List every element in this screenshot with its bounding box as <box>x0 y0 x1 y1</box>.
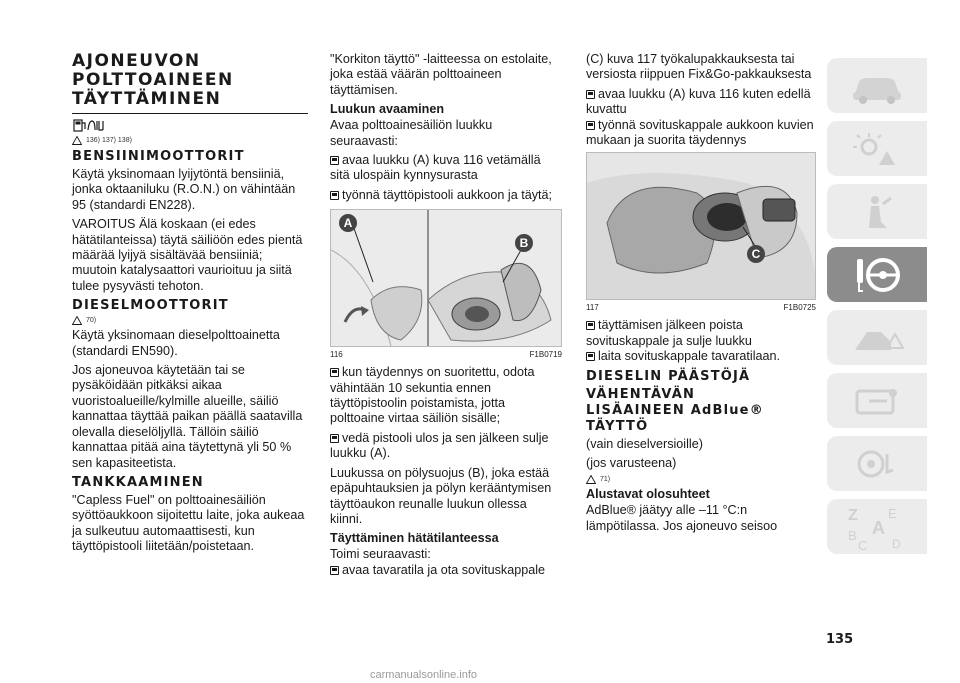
svg-text:D: D <box>892 536 901 551</box>
warning-refs <box>72 316 308 325</box>
airbag-icon <box>847 192 907 232</box>
steering-key-icon <box>847 253 907 297</box>
heading-emergency: Täyttäminen hätätilanteessa <box>330 531 499 546</box>
bullet-icon <box>330 434 339 443</box>
service-icon <box>847 381 907 421</box>
tab-warning-lights[interactable] <box>827 121 927 176</box>
heading-petrol: BENSIINIMOOTTORIT <box>72 149 245 164</box>
figure-117-caption <box>586 303 816 312</box>
heading-adblue-line-3: LISÄAINEEN AdBlue® <box>586 402 764 418</box>
paragraph: AdBlue® jäätyy alle –11 °C:n lämpötilassa. Jos ajoneuvo seisoo <box>586 503 778 533</box>
column-3 <box>586 52 816 538</box>
emergency-icon <box>847 318 907 358</box>
svg-text:A: A <box>872 517 885 538</box>
label-c: C <box>747 245 765 263</box>
figure-number: 117 <box>586 303 599 313</box>
pump-icon <box>72 118 308 134</box>
column-2 <box>330 52 562 582</box>
bullet-item: työnnä täyttöpistooli aukkoon ja täytä; <box>330 188 562 203</box>
warning-refs-text: 136) 137) 138) <box>86 137 132 144</box>
page-title-line-3: TÄYTTÄMINEN <box>72 89 222 109</box>
bullet-icon <box>586 321 595 330</box>
index-icon <box>842 502 912 552</box>
bullet-icon <box>586 121 595 130</box>
warning-triangle-icon <box>72 316 82 325</box>
bullet-item: avaa luukku (A) kuva 116 kuten edellä kuvattu <box>586 86 811 117</box>
chapter-sidebar <box>827 58 927 562</box>
figure-116-image <box>330 209 562 347</box>
bullet-icon <box>330 368 339 377</box>
figure-code: F1B0719 <box>529 350 562 360</box>
paragraph: Jos ajoneuvoa käytetään tai se pysäköidään pitkäksi aikaa vuoristoalueille/kylmille alueille, säiliö kannattaa täyttää paikan päällä saatavilla olevalla dieselöljyllä. Tällöin säiliö kannattaa pitää aina täytettynä yli 50 % sen kapasiteetista. <box>72 363 303 470</box>
warning-refs <box>72 136 308 145</box>
tab-emergency[interactable] <box>827 310 927 365</box>
label-a: A <box>339 214 357 232</box>
warning-refs-text: 71) <box>600 476 611 484</box>
bullet-icon <box>330 566 339 575</box>
bullet-icon <box>586 90 595 99</box>
bullet-item: kun täydennys on suoritettu, odota vähintään 10 sekuntia ennen täyttöpistoolin poistamista, jotta polttoaine virtaa säiliön sisälle; <box>330 365 535 426</box>
car-dashboard-icon <box>847 66 907 106</box>
paragraph: "Capless Fuel" on polttoainesäiliön syöttöaukkoon sijoitettu laite, joka aukeaa ja sulkeutuu automaattisesti, kun täyttöpistooli liitetään/poistetaan. <box>72 492 305 554</box>
paragraph: (C) kuva 117 työkalupakkauksesta tai versiosta riippuen Fix&Go-pakkauksesta <box>586 52 812 82</box>
bullet-icon <box>586 352 595 361</box>
paragraph: Käytä yksinomaan lyijytöntä bensiiniä, jonka oktaaniluku (R.O.N.) on vähintään 95 (standardi EN228). <box>72 167 296 212</box>
warning-triangle-icon <box>586 475 596 484</box>
svg-text:Z: Z <box>848 506 858 524</box>
paragraph: Käytä yksinomaan dieselpolttoainetta (standardi EN590). <box>72 328 280 358</box>
warning-refs-text: 70) <box>86 317 97 325</box>
figure-117-image <box>586 152 816 300</box>
bullet-item: avaa luukku (A) kuva 116 vetämällä sitä ulospäin kynnysurasta <box>330 153 541 183</box>
paragraph: VAROITUS Älä koskaan (ei edes hätätilanteissa) täytä säiliöön edes pientä määrää lyijyä sisältävää bensiiniä; muutoin katalysaattori vaurioituu ja siitä tulee pysyvästi tehoton. <box>72 217 303 293</box>
heading-refuelling: TANKKAAMINEN <box>72 474 204 490</box>
paragraph: (vain dieselversioille) <box>586 436 703 451</box>
tab-multimedia[interactable] <box>827 436 927 491</box>
page-title-line-2: POLTTOAINEEN <box>72 70 234 90</box>
svg-text:C: C <box>858 537 868 552</box>
bullet-item: täyttämisen jälkeen poista sovituskappale ja sulje luukku <box>586 318 752 348</box>
heading-adblue-line-4: TÄYTTÖ <box>586 418 649 434</box>
heading-diesel: DIESELMOOTTORIT <box>72 298 229 314</box>
warning-refs <box>586 475 816 484</box>
paragraph: Luukussa on pölysuojus (B), joka estää epäpuhtauksien ja pölyn kerääntymisen täyttöaukon reunalle luukun ollessa kiinni. <box>330 465 552 526</box>
tab-maintenance[interactable] <box>827 373 927 428</box>
bullet-item: laita sovituskappale tavaratilaan. <box>586 349 816 364</box>
watermark: carmanualsonline.info <box>370 669 478 681</box>
heading-conditions: Alustavat olosuhteet <box>586 487 710 502</box>
multimedia-icon <box>847 444 907 484</box>
page-number: 135 <box>826 632 854 647</box>
figure-116-caption <box>330 350 562 359</box>
heading-opening: Luukun avaaminen <box>330 102 445 117</box>
title-rule <box>72 113 308 114</box>
figure-code: F1B0725 <box>783 303 816 313</box>
bullet-item: työnnä sovituskappale aukkoon kuvien mukaan ja suorita täydennys <box>586 117 814 148</box>
paragraph: Toimi seuraavasti: <box>330 547 431 562</box>
bullet-icon <box>330 156 339 165</box>
warning-triangle-icon <box>72 136 82 145</box>
paragraph: "Korkiton täyttö" -laitteessa on estolaite, joka estää väärän polttoaineen täyttämisen. <box>330 52 552 97</box>
svg-text:E: E <box>888 505 897 521</box>
paragraph: (jos varusteena) <box>586 456 677 471</box>
bullet-item: vedä pistooli ulos ja sen jälkeen sulje luukku (A). <box>330 430 549 461</box>
svg-text:B: B <box>848 527 857 543</box>
heading-adblue-line-2: VÄHENTÄVÄN <box>586 386 696 402</box>
label-b: B <box>515 234 533 252</box>
column-1 <box>72 52 308 559</box>
heading-adblue-line-1: DIESELIN PÄÄSTÖJÄ <box>586 368 751 384</box>
paragraph: Avaa polttoainesäiliön luukku seuraavasti: <box>330 118 493 148</box>
tab-dashboard[interactable] <box>827 58 927 113</box>
tab-starting-driving[interactable] <box>827 247 927 302</box>
figure-number: 116 <box>330 350 343 360</box>
page-title-line-1: AJONEUVON <box>72 51 201 71</box>
bullet-item: avaa tavaratila ja ota sovituskappale <box>330 563 562 578</box>
tab-index[interactable] <box>827 499 927 554</box>
bullet-icon <box>330 191 339 200</box>
warning-lights-icon <box>847 129 907 169</box>
tab-safety[interactable] <box>827 184 927 239</box>
